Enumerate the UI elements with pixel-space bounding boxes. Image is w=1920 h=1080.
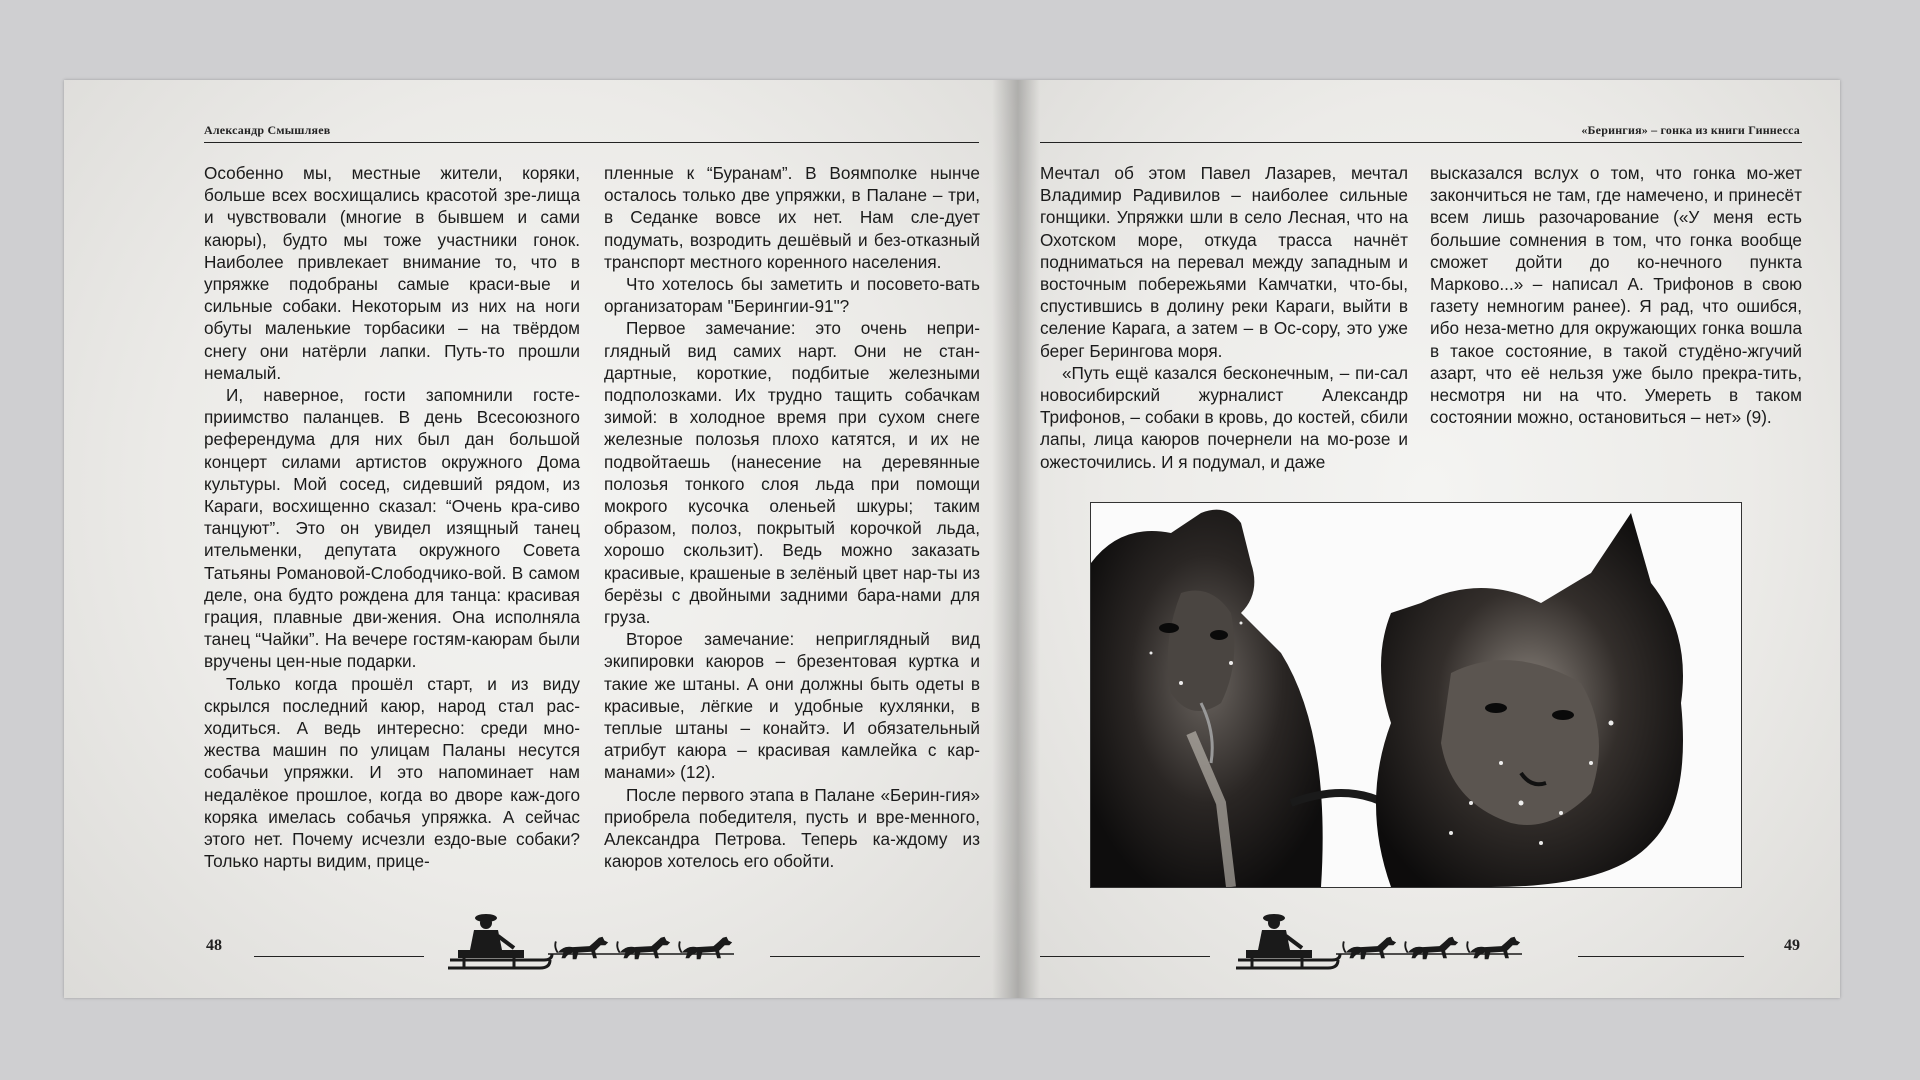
right-column-2 xyxy=(1430,162,1802,428)
left-page xyxy=(64,80,1018,998)
right-page xyxy=(1018,80,1840,998)
paragraph: «Путь ещё казался бесконечным, – пи-сал новосибирский журналист Александр Трифонов, – собаки в кровь, до костей, сбили лапы, лица каюров почернели на мо-розе и ожесточились. И я подумал, и даже xyxy=(1040,362,1408,472)
paragraph: Особенно мы, местные жители, коряки, больше всех восхищались красотой зре-лища и чувствовали (многие в бывшем и сами каюры), будто мы тоже участники гонок. Наиболее привлекает внимание то, что в упряжке подобраны самые краси-вые и сильные собаки. Некоторым из них на ноги обуты маленькие торбасики – на твёрдом снегу они натёрли лапки. Путь-то прошли немалый. xyxy=(204,163,580,383)
dog-sled-team-icon xyxy=(1232,910,1542,972)
header-rule xyxy=(1040,142,1802,143)
running-head-author: Александр Смышляев xyxy=(204,123,331,137)
right-column-1 xyxy=(1040,162,1408,473)
page-number: 48 xyxy=(206,937,222,954)
dogs-photo-image xyxy=(1091,503,1741,887)
header-rule xyxy=(204,142,979,143)
footer-rule-left xyxy=(254,956,424,957)
paragraph: Что хотелось бы заметить и посовето-вать организаторам "Берингии-91"? xyxy=(604,274,980,317)
left-column-1 xyxy=(204,162,580,873)
left-column-2 xyxy=(604,162,980,873)
footer-rule-right xyxy=(770,956,980,957)
paragraph: Мечтал об этом Павел Лазарев, мечтал Владимир Радивилов – наиболее сильные гонщики. Упряжки шли в село Лесная, что на Охотском море, откуда трасса начнёт подниматься на перевал между западным и восточным побережьями Камчатки, что-бы, спустившись в долину реки Караги, выйти в селение Карага, а затем – в Ос-сору, это уже берег Берингова моря. xyxy=(1040,163,1408,361)
paragraph: После первого этапа в Палане «Берин-гия» приобрела победителя, пусть и вре-менного, Александра Петрова. Теперь ка-ждому из каюров хотелось его обойти. xyxy=(604,784,980,872)
dog-sled-team-icon xyxy=(444,910,754,972)
paragraph: Первое замечание: это очень непри-глядный вид самих нарт. Они не стан-дартные, короткие, подбитые железными подполозками. Их трудно тащить собачкам зимой: в холодное время при сухом снеге железные полозья плохо катятся, и их не подвойтаешь (нанесение на деревянные полозья тонкого слоя льда при помощи мокрого кусочка оленьей шкуры; таким образом, полоз, покрытый корочкой льда, хорошо скользит). Ведь можно заказать красивые, крашеные в зелёный цвет нар-ты из берёзы с двойными задними бара-нами для груза. xyxy=(604,318,980,628)
footer-rule-right xyxy=(1578,956,1744,957)
running-head-title: «Берингия» – гонка из книги Гиннесса xyxy=(1581,123,1800,137)
gutter-shadow xyxy=(992,80,1018,998)
page-number: 49 xyxy=(1784,937,1800,954)
footer-rule-left xyxy=(1040,956,1210,957)
paragraph: Только когда прошёл старт, и из виду скрылся последний каюр, народ стал рас-ходиться. А ведь интересно: среди мно-жества машин по улицам Паланы несутся собачьи упряжки. И это напоминает нам недалёкое прошлое, когда во дворе каж-дого коряка имелась собачья упряжка. А сейчас этого нет. Почему исчезли ездо-вые собаки? Только нарты видим, прице- xyxy=(204,673,580,872)
book-spread xyxy=(64,80,1840,998)
paragraph: пленные к “Буранам”. В Воямполке нынче осталось только две упряжки, в Палане – три, в Седанке вовсе их нет. Нам сле-дует подумать, возродить дешёвый и без-отказный транспорт местного коренного населения. xyxy=(604,163,980,272)
paragraph: высказался вслух о том, что гонка мо-жет закончиться не там, где намечено, и принесёт всем лишь разочарование («У меня есть большие сомнения в том, что гонка вообще сможет дойти до ко-нечного пункта Марково...» – написал А. Трифонов в свою газету немногим ранее). Я рад, что ошибся, ибо неза-метно для окружающих гонка вошла в такое состояние, в такой студёно-жгучий азарт, что её нельзя уже было прекра-тить, несмотря ни на что. Умереть в таком состоянии можно, остановиться – нет» (9). xyxy=(1430,163,1802,428)
gutter-shadow xyxy=(1018,80,1040,998)
paragraph: И, наверное, гости запомнили госте-приимство паланцев. В день Всесоюзного референдума для них был дан большой концерт силами артистов окружного Дома культуры. Мой сосед, сидевший рядом, из Караги, восхищенно сказал: “Очень кра-сиво танцуют”. Это он увидел изящный танец ительменки, депутата окружного Совета Татьяны Романовой-Слободчико-вой. В самом деле, она будто рождена для танца: красивая грация, плавные дви-жения. Она исполняла танец “Чайки”. На вечере гостям-каюрам были вручены цен-ные подарки. xyxy=(204,385,580,672)
two-sled-dogs-photo xyxy=(1090,502,1742,888)
paragraph: Второе замечание: неприглядный вид экипировки каюров – брезентовая куртка и такие же штаны. А они должны быть одеты в красивые, лёгкие и удобные кухлянки, в теплые штаны – конайтэ. И обязательный атрибут каюра – красивая камлейка с кар-манами» (12). xyxy=(604,629,980,783)
